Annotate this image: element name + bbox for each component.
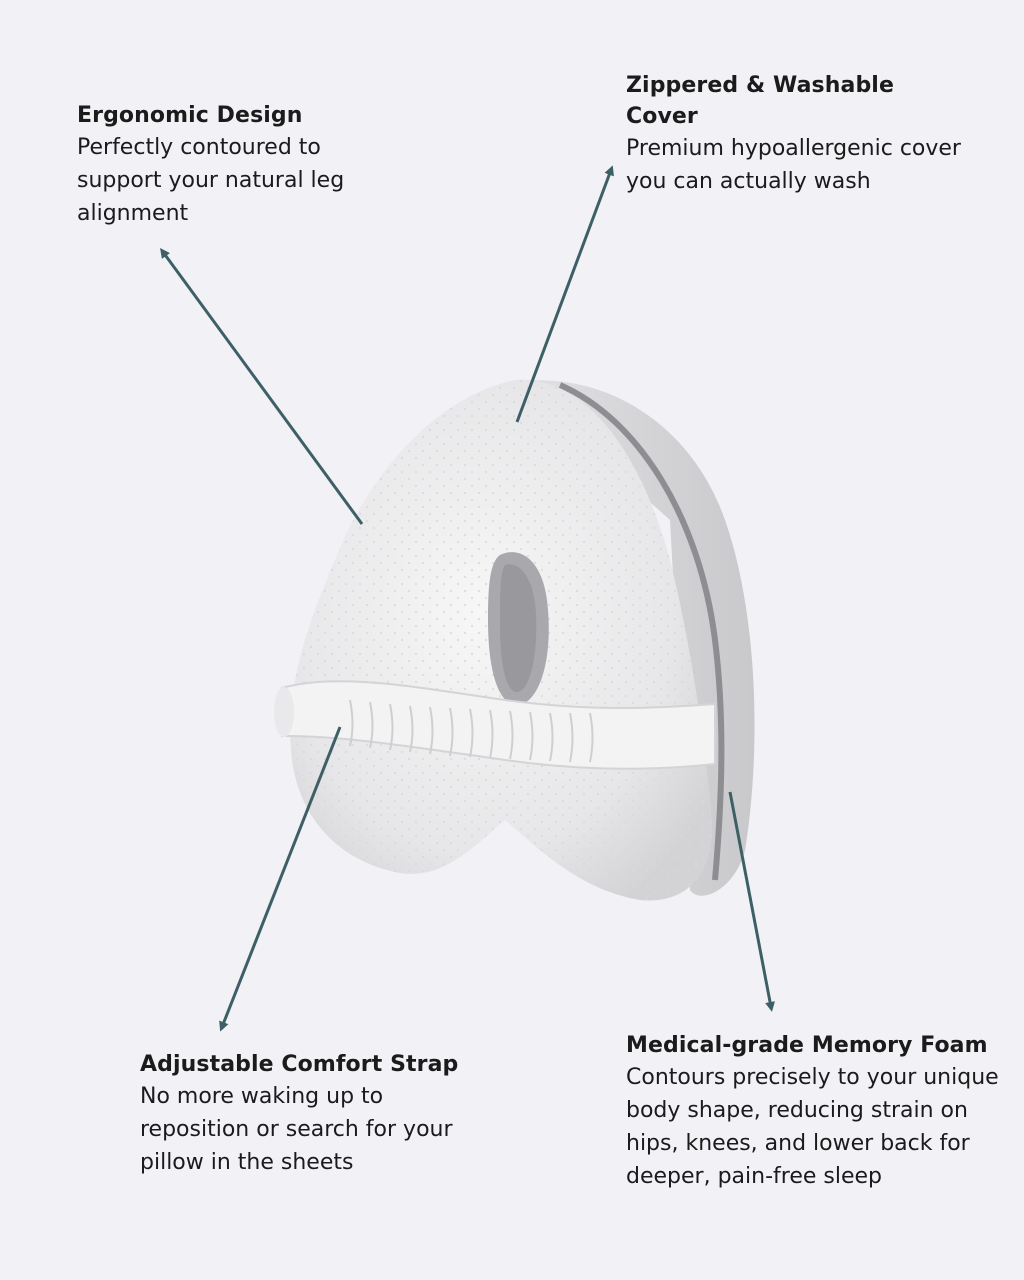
feature-comfort-strap — [140, 1049, 490, 1179]
cover-arrow — [517, 170, 611, 422]
feature-washable-cover — [626, 70, 966, 198]
ergonomic-arrow — [163, 252, 362, 524]
strap-arrow — [222, 727, 340, 1027]
feature-memory-foam — [626, 1030, 1006, 1193]
feature-title: Ergonomic Design — [77, 103, 303, 128]
feature-description: Contours precisely to your unique body shape, reducing strain on hips, knees, and lower back for deeper, pain-free sleep — [626, 1065, 999, 1189]
feature-description: Perfectly contoured to support your natural leg alignment — [77, 135, 345, 226]
feature-title: Medical-grade Memory Foam — [626, 1033, 988, 1058]
feature-ergonomic-design — [77, 100, 377, 230]
feature-title: Zippered & Washable Cover — [626, 73, 894, 129]
feature-description: Premium hypoallergenic cover you can actually wash — [626, 136, 961, 194]
feature-description: No more waking up to reposition or search for your pillow in the sheets — [140, 1084, 453, 1175]
feature-title: Adjustable Comfort Strap — [140, 1052, 459, 1077]
foam-arrow — [730, 792, 771, 1007]
